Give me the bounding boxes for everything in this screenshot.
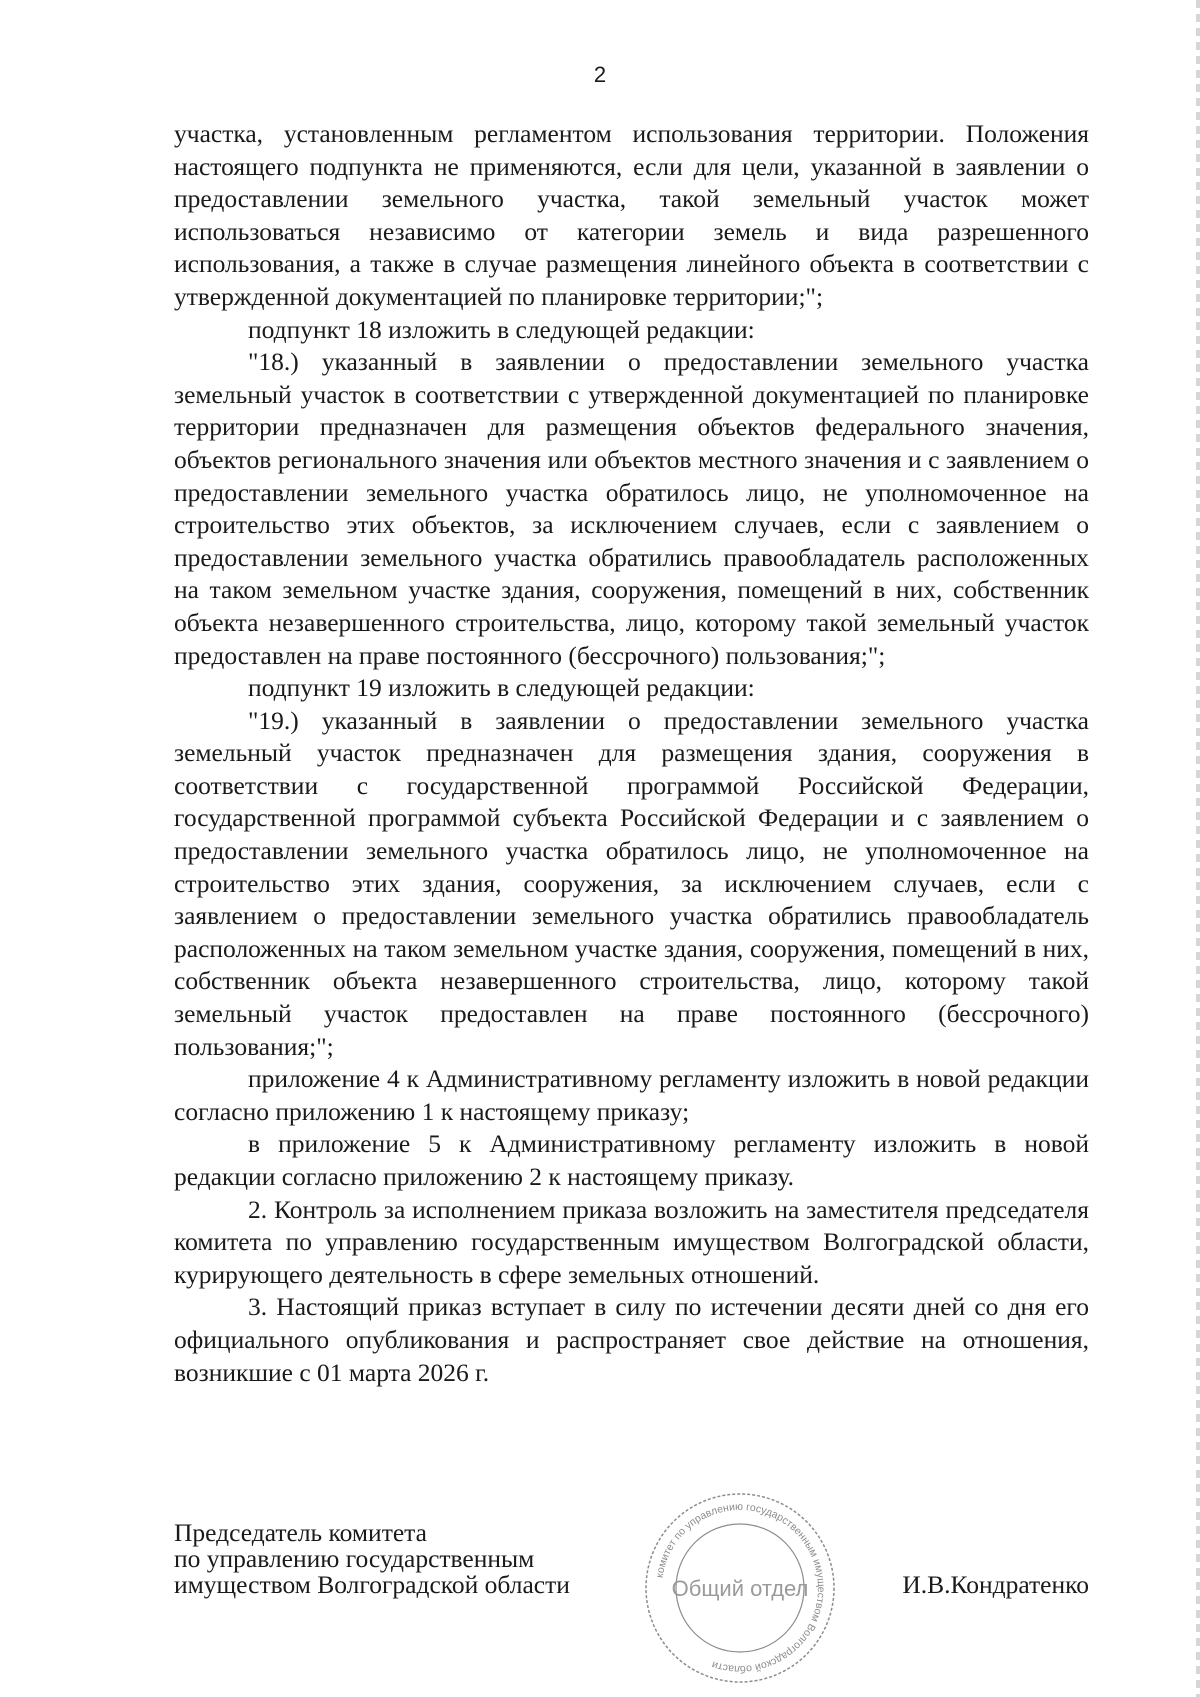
scan-edge-divider: [1196, 0, 1200, 1697]
stamp-ring-text: комитет по управлению государственным имуществом Волгоградской области: [653, 1500, 828, 1676]
page-number: 2: [593, 62, 607, 87]
paragraph-subpoint-18-text: "18.) указанный в заявлении о предоставлении земельного участка земельный участок в соответствии с утвержденной документацией по планировке территории предназначен для размещения объектов федерального значения, объектов регионального значения или объектов местного значения и с заявлением о предоставлении земельного участка обратилось лицо, не уполномоченное на строительство этих объектов, за исключением случаев, если с заявлением о предоставлении земельного участка обратились правообладатель расположенных на таком земельном участке здания, сооружения, помещений в них, собственник объекта незавершенного строительства, лицо, которому такой земельный участок предоставлен на праве постоянного (бессрочного) пользования;";: [174, 347, 1089, 670]
signer-title-line: по управлению государственным: [174, 1544, 535, 1573]
signer-name: И.В.Кондратенко: [902, 1570, 1089, 1599]
document-body: [174, 118, 1089, 1389]
paragraph-effective-date: 3. Настоящий приказ вступает в силу по истечении десяти дней со дня его официального опубликования и распространяет свое действие на отношения, возникшие с 01 марта 2026 г.: [174, 1292, 1089, 1387]
signer-title-line: имуществом Волгоградской области: [174, 1570, 570, 1599]
paragraph-appendix-5: в приложение 5 к Административному регламенту изложить в новой редакции согласно приложению 2 к настоящему приказу.: [174, 1129, 1089, 1191]
paragraph-subpoint-18-intro: подпункт 18 изложить в следующей редакции:: [248, 314, 755, 344]
paragraph-control: 2. Контроль за исполнением приказа возложить на заместителя председателя комитета по управлению государственным имуществом Волгоградской области, курирующего деятельность в сфере земельных отношений.: [174, 1194, 1089, 1289]
signature-block: [174, 1520, 1089, 1598]
paragraph-continuation: участка, установленным регламентом использования территории. Положения настоящего подпункта не применяются, если для цели, указанной в заявлении о предоставлении земельного участка, такой земельный участок может использоваться независимо от категории земель и вида разрешенного использования, а также в случае размещения линейного объекта в соответствии с утвержденной документацией по планировке территории;";: [174, 119, 1089, 311]
stamp-center-text: Общий отдел: [671, 1576, 809, 1601]
signer-title-line: Председатель комитета: [174, 1518, 427, 1547]
paragraph-subpoint-19-intro: подпункт 19 изложить в следующей редакции:: [248, 673, 755, 703]
paragraph-appendix-4: приложение 4 к Административному регламенту изложить в новой редакции согласно приложению 1 к настоящему приказу;: [174, 1064, 1089, 1126]
paragraph-subpoint-19-text: "19.) указанный в заявлении о предоставлении земельного участка земельный участок предназначен для размещения здания, сооружения в соответствии с государственной программой Российской Федерации, государственной программой субъекта Российской Федерации и с заявлением о предоставлении земельного участка обратилось лицо, не уполномоченное на строительство этих здания, сооружения, за исключением случаев, если с заявлением о предоставлении земельного участка обратились правообладатель расположенных на таком земельном участке здания, сооружения, помещений в них, собственник объекта незавершенного строительства, лицо, которому такой земельный участок предоставлен на праве постоянного (бессрочного) пользования;";: [174, 705, 1089, 1061]
